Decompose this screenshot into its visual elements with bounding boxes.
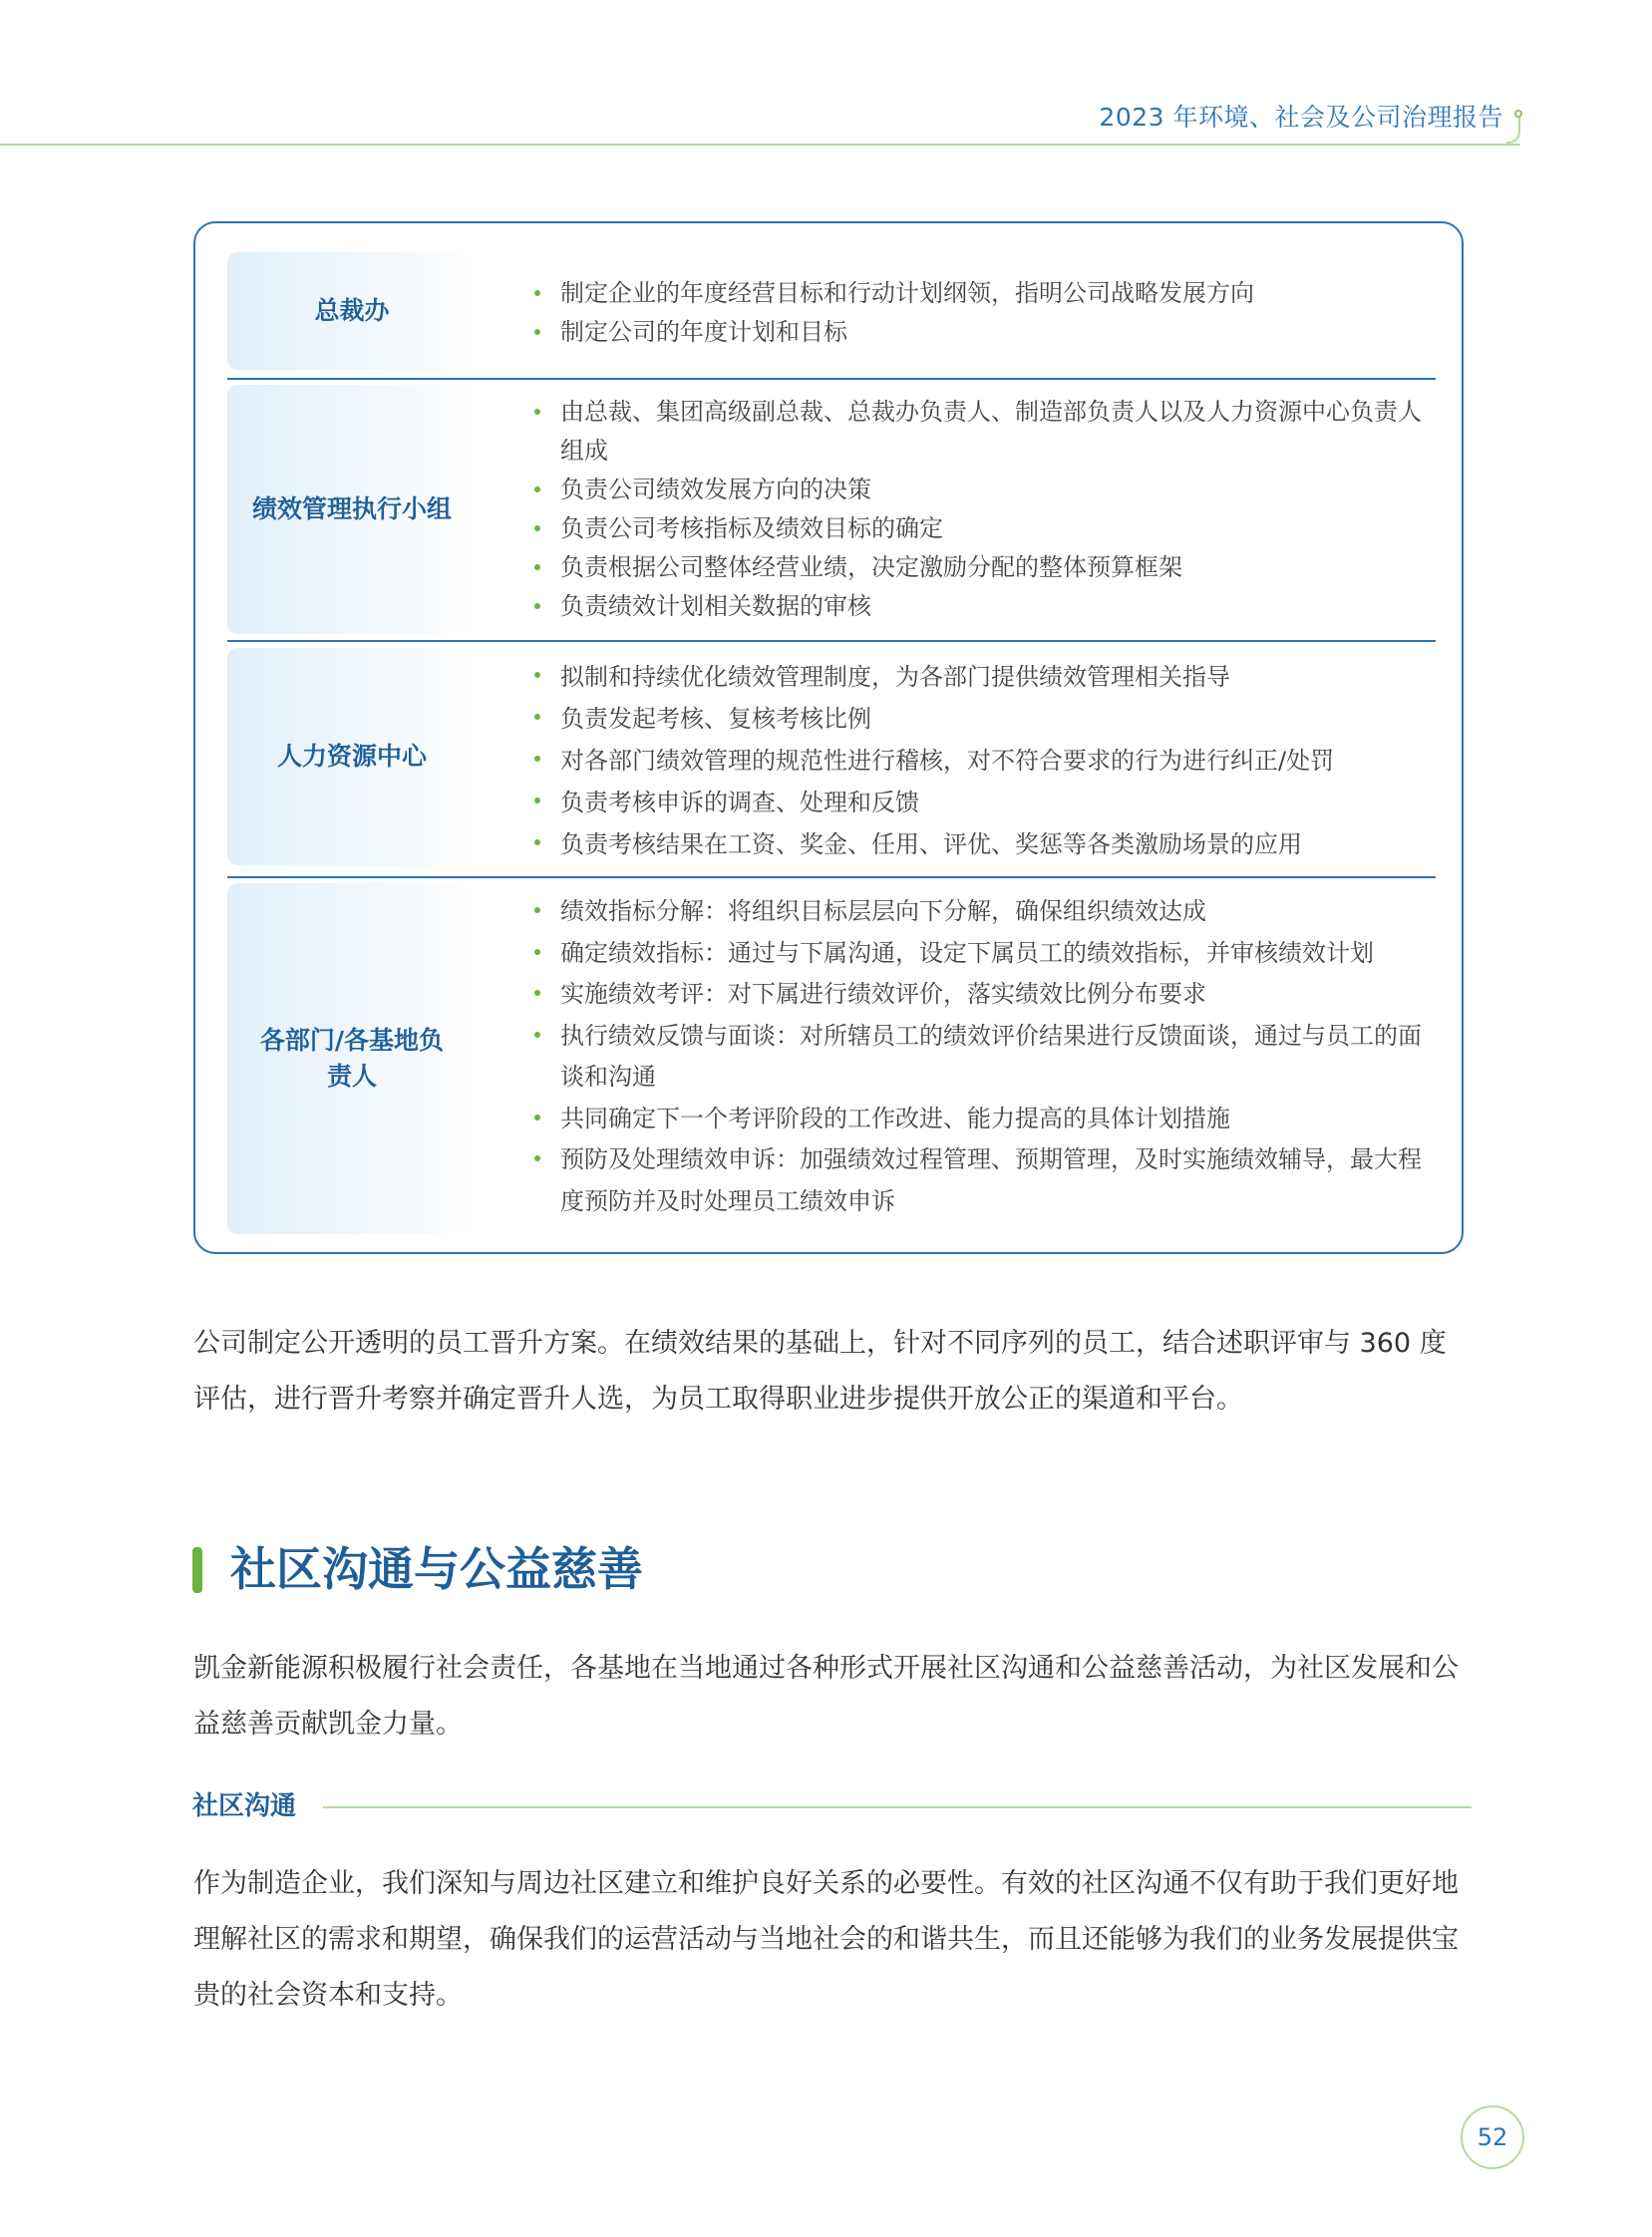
section-intro-paragraph: 凯金新能源积极履行社会责任，各基地在当地通过各种形式开展社区沟通和公益慈善活动，为社区发展和公益慈善贡献凯金力量。: [193, 1653, 1459, 1740]
promotion-paragraph: 公司制定公开透明的员工晋升方案。在绩效结果的基础上，针对不同序列的员工，结合述职评审与 360 度评估，进行晋升考察并确定晋升人选，为员工取得职业进步提供开放公正的渠道和平台。: [193, 1328, 1447, 1415]
row-item-list: [534, 274, 1436, 352]
row-item-list: [534, 393, 1436, 626]
list-item: 负责考核申诉的调查、处理和反馈: [534, 782, 1436, 823]
header-ornament-dot: [1514, 110, 1522, 118]
row-item-list: [534, 656, 1436, 865]
list-item: 预防及处理绩效申诉：加强绩效过程管理、预期管理，及时实施绩效辅导，最大程度预防并及时处理员工绩效申诉: [534, 1139, 1436, 1222]
row-item-list: [534, 891, 1436, 1222]
list-item: 制定公司的年度计划和目标: [534, 313, 1436, 352]
section-title: 社区沟通与公益慈善: [230, 1542, 643, 1596]
table-row-performance-group: [227, 385, 1436, 634]
table-row-president-office: [227, 252, 1436, 370]
list-item: 确定绩效指标：通过与下属沟通，设定下属员工的绩效指标，并审核绩效计划: [534, 933, 1436, 975]
page-number: 52: [1461, 2105, 1524, 2169]
subsection-divider: [323, 1806, 1472, 1808]
row-divider: [227, 378, 1436, 380]
header-divider-hook: [1506, 118, 1520, 144]
list-item: 对各部门绩效管理的规范性进行稽核，对不符合要求的行为进行纠正/处罚: [534, 740, 1436, 782]
list-item: 实施绩效考评：对下属进行绩效评价，落实绩效比例分布要求: [534, 974, 1436, 1016]
row-label: 总裁办: [227, 252, 477, 370]
list-item: 负责发起考核、复核考核比例: [534, 698, 1436, 740]
row-divider: [227, 876, 1436, 878]
list-item: 负责考核结果在工资、奖金、任用、评优、奖惩等各类激励场景的应用: [534, 823, 1436, 865]
report-header-title: 2023 年环境、社会及公司治理报告: [1099, 103, 1503, 132]
list-item: 负责根据公司整体经营业绩，决定激励分配的整体预算框架: [534, 548, 1436, 587]
list-item: 由总裁、集团高级副总裁、总裁办负责人、制造部负责人以及人力资源中心负责人组成: [534, 393, 1436, 471]
list-item: 负责公司考核指标及绩效目标的确定: [534, 509, 1436, 548]
list-item: 负责公司绩效发展方向的决策: [534, 471, 1436, 509]
table-row-hr-center: [227, 648, 1436, 865]
subsection-paragraph: 作为制造企业，我们深知与周边社区建立和维护良好关系的必要性。有效的社区沟通不仅有助于我们更好地理解社区的需求和期望，确保我们的运营活动与当地社会的和谐共生，而且还能够为我们的业务发展提供宝贵的社会资本和支持。: [193, 1868, 1459, 2011]
row-label: 绩效管理执行小组: [227, 385, 477, 634]
list-item: 共同确定下一个考评阶段的工作改进、能力提高的具体计划措施: [534, 1099, 1436, 1140]
list-item: 绩效指标分解：将组织目标层层向下分解，确保组织绩效达成: [534, 891, 1436, 933]
section-accent-bar: [192, 1547, 202, 1593]
list-item: 负责绩效计划相关数据的审核: [534, 587, 1436, 626]
row-divider: [227, 640, 1436, 642]
list-item: 拟制和持续优化绩效管理制度，为各部门提供绩效管理相关指导: [534, 656, 1436, 698]
list-item: 制定企业的年度经营目标和行动计划纲领，指明公司战略发展方向: [534, 274, 1436, 313]
table-row-department-heads: [227, 883, 1436, 1234]
list-item: 执行绩效反馈与面谈：对所辖员工的绩效评价结果进行反馈面谈，通过与员工的面谈和沟通: [534, 1016, 1436, 1099]
row-label: 各部门/各基地负责人: [227, 883, 477, 1234]
row-label: 人力资源中心: [227, 648, 477, 865]
header-divider: [0, 144, 1520, 146]
subsection-title: 社区沟通: [192, 1791, 297, 1821]
